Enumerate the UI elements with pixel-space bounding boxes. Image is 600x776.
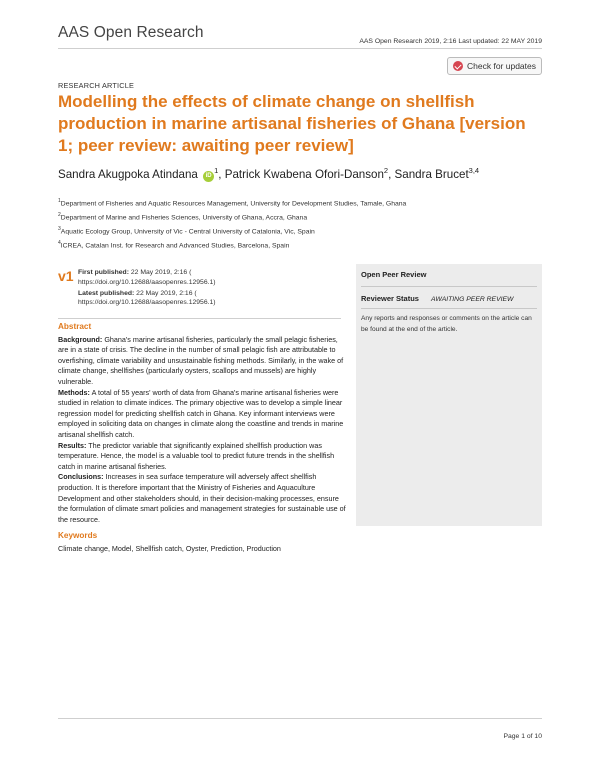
latest-published-value: 22 May 2019, 2:16 (	[136, 289, 197, 297]
page-number: Page 1 of 10	[503, 733, 542, 740]
first-published-value: 22 May 2019, 2:16 (	[130, 269, 192, 276]
abstract-section-text: Increases in sea surface temperature will adversely affect shellfish production. It is therefore important that the Ministry of Fisheries and Aquaculture Development and other stakeholders should, in their decision-making processes, ensure the formulation of climate smart policies and management strategies for sustainable use of the resource.	[58, 472, 346, 524]
author-separator: ,	[218, 167, 225, 181]
affiliation-item	[58, 210, 406, 224]
header-divider	[58, 48, 542, 49]
affiliation-item	[58, 238, 406, 252]
abstract-section-label: Results:	[58, 440, 87, 450]
author-affiliation-ref: 1	[214, 166, 219, 175]
author-name[interactable]: Sandra Brucet	[394, 167, 469, 181]
article-title: Modelling the effects of climate change on shellfish production in marine artisanal fisheries of Ghana [version 1; peer review: awaiting peer review]	[58, 92, 526, 155]
affiliation-list	[58, 196, 406, 252]
reviewer-status-label: Reviewer Status	[361, 294, 419, 303]
open-peer-review-panel	[356, 264, 542, 526]
author-name[interactable]: Patrick Kwabena Ofori-Danson	[224, 167, 384, 181]
latest-published-label: Latest published:	[78, 289, 135, 297]
reviewer-status-value: AWAITING PEER REVIEW	[431, 296, 514, 303]
abstract-background	[58, 335, 350, 388]
affiliation-number: 2	[58, 212, 61, 219]
abstract-section-text: The predictor variable that significantly explained shellfish production was temperature. Hence, the model is a valuable tool to predict future trends in the shellfish catch in marine artisanal fisheries.	[58, 440, 335, 471]
affiliation-item	[58, 224, 406, 238]
affiliation-number: 3	[58, 226, 61, 233]
abstract-methods	[58, 388, 350, 441]
abstract-section-label: Conclusions:	[58, 472, 104, 482]
author-affiliation-ref: 2	[383, 166, 389, 175]
journal-name: AAS Open Research	[58, 24, 204, 41]
first-published-doi-link[interactable]: https://doi.org/10.12688/aasopenres.12956.1)	[78, 278, 216, 286]
affiliation-text: Aquatic Ecology Group, University of Vic - Central University of Catalonia, Vic, Spain	[60, 228, 315, 236]
panel-divider	[361, 286, 537, 287]
open-peer-review-heading: Open Peer Review	[361, 270, 427, 279]
panel-divider	[361, 308, 537, 309]
abstract-conclusions	[58, 472, 350, 525]
abstract-section-label: Background:	[58, 334, 103, 344]
author-affiliation-ref: 3,4	[468, 166, 480, 175]
affiliation-text: Department of Fisheries and Aquatic Resources Management, University for Development Studies, Tamale, Ghana	[60, 200, 407, 208]
citation-line: AAS Open Research 2019, 2:16 Last updated: 22 MAY 2019	[359, 38, 542, 45]
affiliation-text: ICREA, Catalan Inst. for Research and Advanced Studies, Barcelona, Spain	[60, 242, 290, 250]
check-for-updates-button[interactable]	[447, 57, 542, 75]
abstract-section-label: Methods:	[58, 387, 90, 397]
orcid-icon[interactable]: iD	[203, 171, 214, 182]
abstract-divider	[58, 318, 341, 319]
affiliation-number: 1	[58, 198, 61, 204]
footer-divider	[58, 718, 542, 719]
abstract-section-text: A total of 55 years' worth of data from Ghana's marine artisanal fisheries were studied in relation to climate indices. The primary objective was to develop a simple linear regression model for predicting shellfish catch in Ghana. Key informant interviews were employed in soliciting data on changes in climate along the coastline and trends in marine artisanal shellfish catch.	[58, 387, 344, 439]
abstract-heading: Abstract	[58, 322, 92, 331]
check-circle-icon	[453, 61, 463, 71]
article-type: RESEARCH ARTICLE	[58, 81, 135, 90]
keywords-heading: Keywords	[58, 531, 98, 541]
version-badge: v1	[58, 268, 74, 284]
check-for-updates-label: Check for updates	[467, 61, 536, 71]
abstract-section-text: Ghana's marine artisanal fisheries, particularly the small pelagic fisheries, are in a state of crisis. The decline in the number of small pelagic fish are attributable to overfishing, climate variability and unsustainable fishing methods. Similarly, in the wake of climate change, shellfishes (particularly oysters, scallops and mussels) are highly vulnerable.	[58, 334, 344, 386]
first-published-label: First published:	[78, 269, 129, 276]
author-list	[58, 166, 479, 182]
publication-info	[78, 268, 216, 308]
latest-published-doi-link[interactable]: https://doi.org/10.12688/aasopenres.12956.1)	[78, 299, 216, 307]
author-name[interactable]: Sandra Akugpoka Atindana	[58, 167, 198, 181]
peer-review-note: Any reports and responses or comments on the article can be found at the end of the article.	[361, 315, 532, 333]
affiliation-text: Department of Marine and Fisheries Sciences, University of Ghana, Accra, Ghana	[60, 214, 308, 222]
author-separator: ,	[388, 167, 395, 181]
affiliation-number: 4	[58, 240, 61, 247]
abstract-results	[58, 441, 350, 473]
affiliation-item	[58, 196, 406, 210]
abstract-section	[58, 322, 350, 554]
keywords-text: Climate change, Model, Shellfish catch, Oyster, Prediction, Production	[58, 543, 281, 553]
